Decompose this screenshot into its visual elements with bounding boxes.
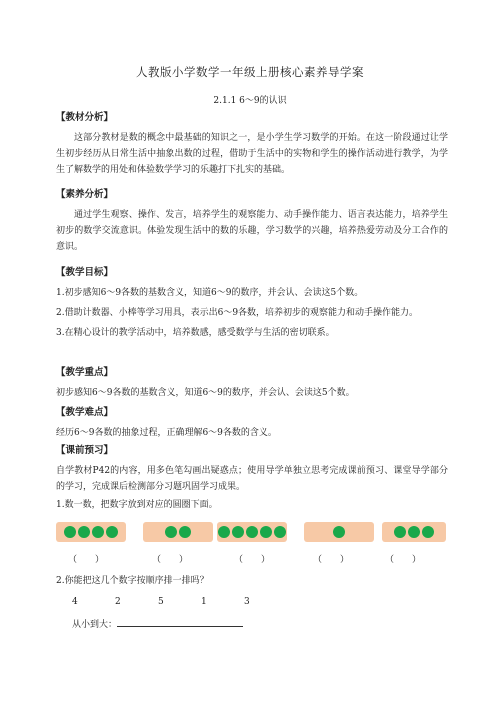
difficulty-heading: 【教学难点】 [56,407,114,418]
number-list [72,597,287,607]
literacy-heading: 【素养分析】 [56,189,114,200]
section-difficulty [56,405,448,441]
analysis-heading: 【教材分析】 [56,112,114,123]
doc-title: 人教版小学数学一年级上册核心素养导学案 [136,65,364,79]
answer-blank[interactable]: （ ） [152,555,189,565]
green-dot [64,526,76,538]
number-item: 3 [244,597,250,607]
green-dot [232,526,244,538]
answer-blank[interactable]: （ ） [385,555,422,565]
green-dot [106,526,118,538]
section-analysis [56,110,448,178]
doc-subtitle: 2.1.1 6～9的认识 [213,96,287,106]
dot-bar [382,522,446,542]
preview-heading: 【课前预习】 [56,445,114,456]
green-dot [218,526,230,538]
goal-2: 2.借助计数器、小棒等学习用具，表示出6～9各数，培养初步的观察能力和动手操作能力。 [56,308,419,318]
section-goals [56,265,448,341]
question-2-block [56,573,448,589]
preview-text: 自学教材P42的内容，用多色笔勾画出疑惑点；使用导学单独立思考完成课前预习、课堂导学部分的学习，完成课后检测部分习题巩固学习成果。 [56,466,448,492]
answer-blank[interactable]: （ ） [68,555,105,565]
green-dot [422,526,434,538]
section-preview [56,443,448,513]
number-item: 4 [72,597,78,607]
green-dot [274,526,286,538]
green-dot [408,526,420,538]
question-1: 1.数一数，把数字放到对应的圆圈下面。 [56,500,218,510]
section-literacy [56,187,448,255]
literacy-text: 通过学生观察、操作、发言，培养学生的观察能力、动手操作能力、语言表达能力，培养学生初步的数学交流意识。体验发现生活中的数的乐趣，学习数学的兴趣，培养热爱劳动及分工合作的意识。 [56,210,448,252]
dot-bar [217,522,287,542]
goals-heading: 【教学目标】 [56,267,114,278]
green-dot [394,526,406,538]
order-answer-line[interactable] [117,616,243,627]
number-item: 1 [201,597,207,607]
answer-blank[interactable]: （ ） [313,555,350,565]
goal-1: 1.初步感知6～9各数的基数含义，知道6～9的数序，并会认、会读这5个数。 [56,288,364,298]
green-dot [260,526,272,538]
number-item: 5 [158,597,164,607]
difficulty-text: 经历6～9各数的抽象过程，正确理解6～9各数的含义。 [56,428,277,438]
green-dot [78,526,90,538]
green-dot [246,526,258,538]
dot-bars [56,522,448,542]
number-item: 2 [115,597,121,607]
dot-bar [56,522,126,542]
green-dot [165,526,177,538]
dot-bar [304,522,374,542]
green-dot [179,526,191,538]
order-label: 从小到大： [72,620,118,630]
key-heading: 【教学重点】 [56,367,114,378]
section-key [56,365,448,401]
answer-blank[interactable]: （ ） [234,555,271,565]
question-2: 2.你能把这几个数字按顺序排一排吗？ [56,576,209,586]
dot-bar [143,522,213,542]
order-row [72,616,243,630]
key-text: 初步感知6～9各数的基数含义，知道6～9的数序，并会认、会读这5个数。 [56,388,355,398]
green-dot [92,526,104,538]
analysis-text: 这部分教材是数的概念中最基础的知识之一，是小学生学习数学的开始。在这一阶段通过让学生初步经历从日常生活中抽象出数的过程，借助于生活中的实物和学生的操作活动进行教学，为学生了解数学的用处和体验数学学习的乐趣打下扎实的基础。 [56,133,448,175]
goal-3: 3.在精心设计的教学活动中，培养数感，感受数学与生活的密切联系。 [56,328,335,338]
green-dot [333,526,345,538]
